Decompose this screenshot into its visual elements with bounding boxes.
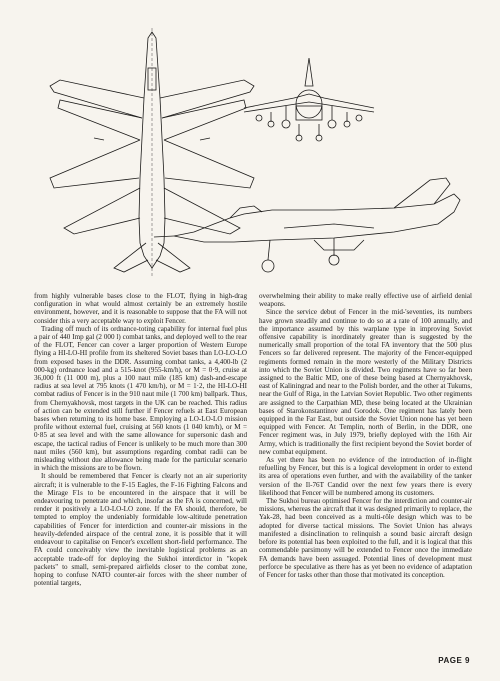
page-number: PAGE 9 — [438, 656, 470, 665]
article-left-column — [34, 292, 247, 587]
paragraph: As yet there has been no evidence of the introduction of in-flight refuelling by Fencer, but this is a logical development in order to extend its area of operations even further, and with the availability of the tanker version of the Il-76T Candid over the next few years there is every likelihood that Fencer will be numbered among its customers. — [259, 456, 472, 497]
aircraft-line-art — [34, 28, 472, 290]
paragraph: Since the service debut of Fencer in the mid-'seventies, its numbers have grown steadily and continue to do so at a rate of 100 annually, and the importance assumed by this warplane type in improving Soviet offensive capability is inordinately greater than is suggested by the numerically small proportion of the total FA inventory that the 500 plus Fencers so far delivered represent. The majority of the Fencer-equipped regiments formed remain in the more westerly of the Military Districts into which the Soviet Union is divided. Two regiments have so far been assigned to the Baltic MD, one of these being based at Chernyakhovsk, east of Kaliningrad and near to the Polish border, and the other at Tukums, near the Gulf of Riga, in the Latvian Soviet Republic. Two other regiments are assigned to the Carpathian MD, these being located at the Ukrainian bases of Starokonstantinov and Gorodok. One regiment has lately been equipped in the Far East, but outside the Soviet Union none has yet been equipped with Fencer. At Templin, north of Berlin, in the DDR, one Fencer regiment was, in July 1979, briefly deployed with the 16th Air Army, which is traditionally the first recipient beyond the Soviet border of new combat equipment. — [259, 308, 472, 456]
paragraph: It should be remembered that Fencer is clearly not an air superiority aircraft; it is vulnerable to the F-15 Eagles, the F-16 Fighting Falcons and the Mirage F1s to be encountered in the airspace that it will be endeavouring to penetrate and which, insofar as the FA is concerned, will render it positively a LO-LO-LO zone. If the FA should, therefore, be tempted to employ the undeniably formidable low-altitude penetration capabilities of Fencer for interdiction and counter-air missions in the heavily-defended airspace of the central zone, it is possible that it will endeavour to capitalise on Fencer's excellent short-field performance. The FA could conceivably view the inevitable logistical problems as an acceptable trade-off for deploying the Sukhoi interdictor in "kopek packets" to small, semi-prepared airfields closer to the combat zone, hoping to confuse NATO counter-air forces with the sheer number of potential targets, — [34, 472, 247, 588]
article-right-column — [259, 292, 472, 579]
fencer-three-view-drawing — [34, 28, 472, 290]
paragraph: Trading off much of its ordnance-toting capability for internal fuel plus a pair of 440 Imp gal (2 000 l) combat tanks, and deployed well to the rear of the FLOT, Fencer can cover a larger proportion of Western Europe flying a HI-LO-HI profile from its sheltered Soviet bases than LO-LO-LO from exposed bases in the DDR. Assuming combat tanks, a 4,400-lb (2 000-kg) ordnance load and a 515-knot (955-km/h), or M = 0·9, cruise at 36,000 ft (11 000 m), plus a 100 naut mile (185 km) dash-and-escape radius at sea level at 795 knots (1 470 km/h), or M = 1·2, the HI-LO-HI combat radius of Fencer is in the 910 naut mile (1 700 km) ballpark. Thus, from Chernyakhovsk, most targets in the UK can be reached. This radius of action can be extended still further if Fencer refuels at East European bases when returning to its home base. Employing a LO-LO-LO mission profile without external fuel, cruising at 560 knots (1 040 km/h), or M = 0·85 at sea level and with the same allowance for supersonic dash and escape, the tactical radius of Fencer is unlikely to be much more than 300 naut miles (560 km), but assumptions regarding combat radii can be misleading without due allowance being made for the particular scenario in which the missions are to be flown. — [34, 324, 247, 473]
paragraph: overwhelming their ability to make really effective use of airfield denial weapons. — [259, 292, 472, 309]
paragraph: from highly vulnerable bases close to the FLOT, flying in high-drag configuration in what would almost certainly be an extremely hostile environment, however, and it is reasonable to suppose that the FA will not consider this a very acceptable way to exploit Fencer. — [34, 292, 247, 325]
plan-view — [50, 28, 254, 278]
side-view — [154, 178, 460, 272]
front-view — [244, 58, 374, 141]
paragraph: The Sukhoi bureau optimised Fencer for the interdiction and counter-air missions, whereas the aircraft that it was designed primarily to replace, the Yak-28, had been conceived as a multi-rôle design which was to be adopted for diverse tactical missions. The Soviet Union has always manifested a disinclination to relinquish a sound basic aircraft design before its potential has been exploited to the full, and it is logical that this commendable parsimony will be extended to Fencer once the immediate FA demands have been assuaged. Potential lines of development must perforce be speculative as there has as yet been no evidence of adaptation of Fencer for tasks other than those that motivated its conception. — [259, 497, 472, 579]
